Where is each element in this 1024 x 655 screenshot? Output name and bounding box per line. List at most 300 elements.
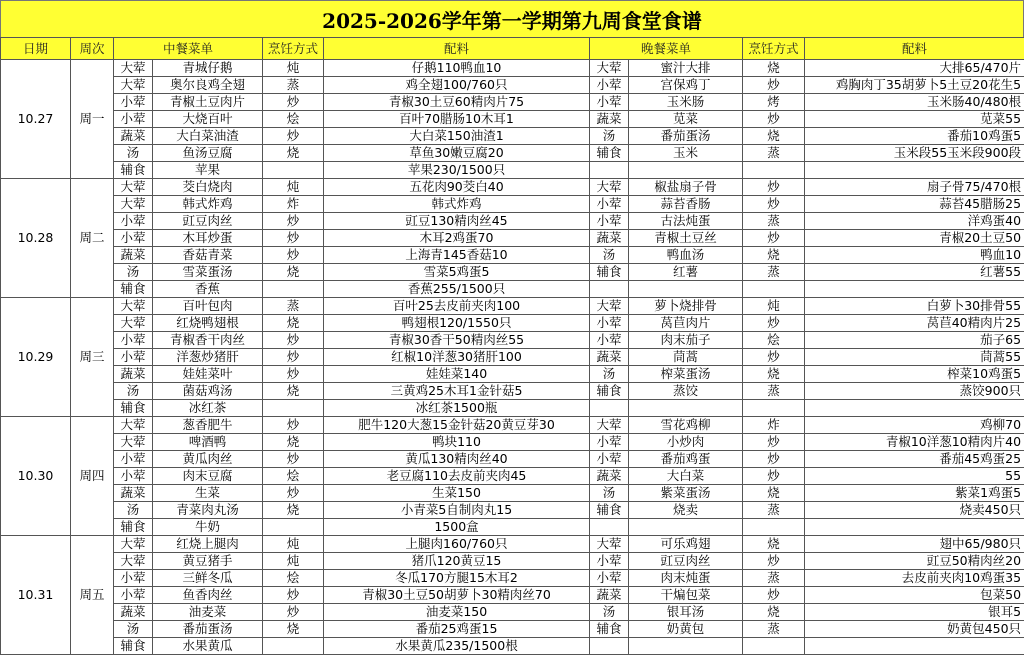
dinner-ingredients: 玉米肠40/480根 xyxy=(805,94,1024,111)
table-row xyxy=(1,247,1024,264)
lunch-ingredients: 肥牛120大葱15金针菇20黄豆芽30 xyxy=(324,417,590,434)
lunch-type: 大荤 xyxy=(114,77,153,94)
table-row xyxy=(1,179,1024,196)
lunch-dish: 黄瓜肉丝 xyxy=(153,451,263,468)
dinner-ingredients: 烧卖450只 xyxy=(805,502,1024,519)
table-row xyxy=(1,587,1024,604)
lunch-cooking: 烩 xyxy=(263,111,324,128)
dinner-dish: 番茄鸡蛋 xyxy=(629,451,743,468)
dinner-type xyxy=(590,519,629,536)
lunch-dish: 青菜肉丸汤 xyxy=(153,502,263,519)
day-weekday: 周四 xyxy=(71,417,114,536)
lunch-ingredients: 1500盒 xyxy=(324,519,590,536)
header-dinner-cooking: 烹饪方式 xyxy=(743,38,805,60)
lunch-dish: 水果黄瓜 xyxy=(153,638,263,655)
dinner-ingredients: 鸡胸肉丁35胡萝卜5土豆20花生5 xyxy=(805,77,1024,94)
lunch-cooking: 炒 xyxy=(263,451,324,468)
dinner-dish: 萝卜烧排骨 xyxy=(629,298,743,315)
dinner-cooking: 蒸 xyxy=(743,570,805,587)
dinner-dish: 大白菜 xyxy=(629,468,743,485)
dinner-cooking: 烧 xyxy=(743,60,805,77)
lunch-dish: 大烧百叶 xyxy=(153,111,263,128)
dinner-type: 小荤 xyxy=(590,196,629,213)
lunch-cooking: 烧 xyxy=(263,621,324,638)
dinner-type: 大荤 xyxy=(590,179,629,196)
dinner-ingredients: 去皮前夹肉10鸡蛋35 xyxy=(805,570,1024,587)
dinner-type: 小荤 xyxy=(590,213,629,230)
lunch-type: 小荤 xyxy=(114,230,153,247)
dinner-dish: 椒盐扇子骨 xyxy=(629,179,743,196)
lunch-cooking: 炒 xyxy=(263,230,324,247)
dinner-dish: 雪花鸡柳 xyxy=(629,417,743,434)
lunch-ingredients: 雪菜5鸡蛋5 xyxy=(324,264,590,281)
table-row xyxy=(1,60,1024,77)
day-weekday: 周一 xyxy=(71,60,114,179)
lunch-ingredients: 猪爪120黄豆15 xyxy=(324,553,590,570)
dinner-ingredients: 包菜50 xyxy=(805,587,1024,604)
dinner-cooking: 烧 xyxy=(743,366,805,383)
dinner-cooking: 炸 xyxy=(743,417,805,434)
lunch-type: 小荤 xyxy=(114,570,153,587)
lunch-ingredients: 苹果230/1500只 xyxy=(324,162,590,179)
table-row xyxy=(1,383,1024,400)
lunch-dish: 茭白烧肉 xyxy=(153,179,263,196)
table-row xyxy=(1,638,1024,655)
dinner-dish: 银耳汤 xyxy=(629,604,743,621)
lunch-type: 汤 xyxy=(114,621,153,638)
dinner-ingredients: 莴苣40精肉片25 xyxy=(805,315,1024,332)
dinner-cooking: 炒 xyxy=(743,468,805,485)
header-dinner-menu: 晚餐菜单 xyxy=(590,38,743,60)
table-row xyxy=(1,366,1024,383)
lunch-cooking: 烧 xyxy=(263,383,324,400)
dinner-cooking: 炒 xyxy=(743,553,805,570)
lunch-type: 小荤 xyxy=(114,213,153,230)
lunch-cooking: 炖 xyxy=(263,536,324,553)
lunch-type: 大荤 xyxy=(114,60,153,77)
header-lunch-ingredients: 配料 xyxy=(324,38,590,60)
lunch-cooking: 蒸 xyxy=(263,298,324,315)
dinner-ingredients: 蒜苔45腊肠25 xyxy=(805,196,1024,213)
dinner-cooking: 蒸 xyxy=(743,145,805,162)
lunch-ingredients: 青椒30土豆60精肉片75 xyxy=(324,94,590,111)
lunch-ingredients: 鸭翅根120/1550只 xyxy=(324,315,590,332)
dinner-type xyxy=(590,281,629,298)
dinner-type: 汤 xyxy=(590,128,629,145)
lunch-dish: 红烧上腿肉 xyxy=(153,536,263,553)
lunch-dish: 冰红茶 xyxy=(153,400,263,417)
dinner-ingredients: 茄子65 xyxy=(805,332,1024,349)
lunch-dish: 菌菇鸡汤 xyxy=(153,383,263,400)
lunch-cooking xyxy=(263,400,324,417)
dinner-ingredients: 豇豆50精肉丝20 xyxy=(805,553,1024,570)
dinner-cooking: 烧 xyxy=(743,128,805,145)
lunch-cooking: 炒 xyxy=(263,587,324,604)
lunch-ingredients: 大白菜150油渣1 xyxy=(324,128,590,145)
lunch-cooking: 炖 xyxy=(263,60,324,77)
header-lunch-menu: 中餐菜单 xyxy=(114,38,263,60)
table-row xyxy=(1,162,1024,179)
lunch-ingredients: 娃娃菜140 xyxy=(324,366,590,383)
lunch-dish: 香蕉 xyxy=(153,281,263,298)
dinner-ingredients: 紫菜1鸡蛋5 xyxy=(805,485,1024,502)
lunch-dish: 黄豆猪手 xyxy=(153,553,263,570)
header-row xyxy=(1,38,1024,60)
dinner-type: 汤 xyxy=(590,366,629,383)
lunch-ingredients: 冬瓜170方腿15木耳2 xyxy=(324,570,590,587)
day-weekday: 周三 xyxy=(71,298,114,417)
dinner-cooking: 炒 xyxy=(743,349,805,366)
dinner-dish: 玉米肠 xyxy=(629,94,743,111)
lunch-cooking: 炒 xyxy=(263,485,324,502)
dinner-ingredients: 青椒20土豆50 xyxy=(805,230,1024,247)
table-row xyxy=(1,570,1024,587)
lunch-ingredients: 番茄25鸡蛋15 xyxy=(324,621,590,638)
table-row xyxy=(1,145,1024,162)
dinner-ingredients: 鸭血10 xyxy=(805,247,1024,264)
dinner-cooking: 炒 xyxy=(743,179,805,196)
header-week: 周次 xyxy=(71,38,114,60)
lunch-dish: 香菇青菜 xyxy=(153,247,263,264)
table-row xyxy=(1,434,1024,451)
table-row xyxy=(1,332,1024,349)
dinner-ingredients: 番茄45鸡蛋25 xyxy=(805,451,1024,468)
dinner-type: 蔬菜 xyxy=(590,349,629,366)
lunch-type: 汤 xyxy=(114,264,153,281)
dinner-cooking: 蒸 xyxy=(743,502,805,519)
day-weekday: 周二 xyxy=(71,179,114,298)
dinner-cooking: 蒸 xyxy=(743,213,805,230)
dinner-dish: 蒸饺 xyxy=(629,383,743,400)
dinner-cooking: 烧 xyxy=(743,485,805,502)
day-date: 10.28 xyxy=(1,179,71,298)
lunch-dish: 三鲜冬瓜 xyxy=(153,570,263,587)
lunch-dish: 番茄蛋汤 xyxy=(153,621,263,638)
table-row xyxy=(1,77,1024,94)
lunch-dish: 娃娃菜叶 xyxy=(153,366,263,383)
lunch-type: 汤 xyxy=(114,502,153,519)
dinner-cooking: 炒 xyxy=(743,315,805,332)
lunch-dish: 肉末豆腐 xyxy=(153,468,263,485)
lunch-type: 蔬菜 xyxy=(114,247,153,264)
lunch-ingredients: 红椒10洋葱30猪肝100 xyxy=(324,349,590,366)
dinner-cooking: 烧 xyxy=(743,247,805,264)
menu-table xyxy=(0,37,1024,655)
dinner-ingredients: 青椒10洋葱10精肉片40 xyxy=(805,434,1024,451)
dinner-dish: 玉米 xyxy=(629,145,743,162)
table-row xyxy=(1,213,1024,230)
dinner-ingredients: 白萝卜30排骨55 xyxy=(805,298,1024,315)
lunch-type: 大荤 xyxy=(114,553,153,570)
lunch-cooking: 烩 xyxy=(263,468,324,485)
lunch-dish: 青椒土豆肉片 xyxy=(153,94,263,111)
table-row xyxy=(1,553,1024,570)
lunch-ingredients: 上海青145香菇10 xyxy=(324,247,590,264)
lunch-ingredients: 百叶25去皮前夹肉100 xyxy=(324,298,590,315)
lunch-type: 大荤 xyxy=(114,434,153,451)
dinner-cooking: 蒸 xyxy=(743,383,805,400)
lunch-type: 蔬菜 xyxy=(114,604,153,621)
lunch-ingredients: 韩式炸鸡 xyxy=(324,196,590,213)
dinner-type: 辅食 xyxy=(590,502,629,519)
table-row xyxy=(1,264,1024,281)
dinner-dish xyxy=(629,281,743,298)
dinner-type: 蔬菜 xyxy=(590,230,629,247)
lunch-ingredients: 鸭块110 xyxy=(324,434,590,451)
dinner-ingredients: 玉米段55玉米段900段 xyxy=(805,145,1024,162)
table-row xyxy=(1,468,1024,485)
table-row xyxy=(1,298,1024,315)
dinner-type: 小荤 xyxy=(590,451,629,468)
dinner-type: 蔬菜 xyxy=(590,587,629,604)
dinner-type: 大荤 xyxy=(590,417,629,434)
dinner-cooking: 蒸 xyxy=(743,264,805,281)
dinner-type: 小荤 xyxy=(590,315,629,332)
lunch-dish: 雪菜蛋汤 xyxy=(153,264,263,281)
dinner-dish xyxy=(629,400,743,417)
dinner-cooking: 炒 xyxy=(743,434,805,451)
lunch-ingredients: 青椒30土豆50胡萝卜30精肉丝70 xyxy=(324,587,590,604)
lunch-type: 小荤 xyxy=(114,349,153,366)
dinner-ingredients xyxy=(805,281,1024,298)
lunch-type: 辅食 xyxy=(114,638,153,655)
dinner-cooking: 烧 xyxy=(743,536,805,553)
dinner-type: 辅食 xyxy=(590,264,629,281)
dinner-ingredients: 茼蒿55 xyxy=(805,349,1024,366)
lunch-dish: 韩式炸鸡 xyxy=(153,196,263,213)
lunch-dish: 苹果 xyxy=(153,162,263,179)
dinner-cooking: 炒 xyxy=(743,77,805,94)
dinner-ingredients: 鸡柳70 xyxy=(805,417,1024,434)
dinner-type: 小荤 xyxy=(590,553,629,570)
lunch-dish: 洋葱炒猪肝 xyxy=(153,349,263,366)
day-date: 10.31 xyxy=(1,536,71,655)
day-weekday: 周五 xyxy=(71,536,114,655)
dinner-type: 辅食 xyxy=(590,621,629,638)
dinner-dish: 紫菜蛋汤 xyxy=(629,485,743,502)
header-dinner-ingredients: 配料 xyxy=(805,38,1024,60)
lunch-ingredients: 草鱼30嫩豆腐20 xyxy=(324,145,590,162)
table-row xyxy=(1,94,1024,111)
lunch-dish: 油麦菜 xyxy=(153,604,263,621)
lunch-ingredients: 老豆腐110去皮前夹肉45 xyxy=(324,468,590,485)
dinner-cooking: 炒 xyxy=(743,587,805,604)
table-row xyxy=(1,502,1024,519)
dinner-dish xyxy=(629,162,743,179)
dinner-ingredients: 蒸饺900只 xyxy=(805,383,1024,400)
dinner-dish: 古法炖蛋 xyxy=(629,213,743,230)
dinner-type: 小荤 xyxy=(590,77,629,94)
dinner-ingredients: 红薯55 xyxy=(805,264,1024,281)
lunch-cooking: 烧 xyxy=(263,434,324,451)
dinner-ingredients: 榨菜10鸡蛋5 xyxy=(805,366,1024,383)
lunch-cooking: 炒 xyxy=(263,349,324,366)
dinner-cooking: 烩 xyxy=(743,332,805,349)
day-date: 10.29 xyxy=(1,298,71,417)
dinner-type: 大荤 xyxy=(590,60,629,77)
lunch-cooking: 炒 xyxy=(263,94,324,111)
dinner-type: 小荤 xyxy=(590,570,629,587)
table-row xyxy=(1,485,1024,502)
lunch-cooking: 炒 xyxy=(263,128,324,145)
dinner-dish: 烧卖 xyxy=(629,502,743,519)
dinner-ingredients: 翅中65/980只 xyxy=(805,536,1024,553)
lunch-ingredients: 黄瓜130精肉丝40 xyxy=(324,451,590,468)
lunch-dish: 百叶包肉 xyxy=(153,298,263,315)
dinner-ingredients xyxy=(805,162,1024,179)
lunch-type: 辅食 xyxy=(114,400,153,417)
lunch-ingredients: 五花肉90茭白40 xyxy=(324,179,590,196)
lunch-type: 大荤 xyxy=(114,196,153,213)
lunch-type: 蔬菜 xyxy=(114,485,153,502)
dinner-dish: 小炒肉 xyxy=(629,434,743,451)
lunch-dish: 生菜 xyxy=(153,485,263,502)
dinner-cooking xyxy=(743,638,805,655)
lunch-type: 小荤 xyxy=(114,111,153,128)
lunch-dish: 啤酒鸭 xyxy=(153,434,263,451)
table-row xyxy=(1,536,1024,553)
header-date: 日期 xyxy=(1,38,71,60)
lunch-type: 小荤 xyxy=(114,468,153,485)
lunch-ingredients: 香蕉255/1500只 xyxy=(324,281,590,298)
table-row xyxy=(1,604,1024,621)
lunch-dish: 鱼香肉丝 xyxy=(153,587,263,604)
dinner-dish: 可乐鸡翅 xyxy=(629,536,743,553)
dinner-cooking xyxy=(743,281,805,298)
lunch-cooking: 炸 xyxy=(263,196,324,213)
lunch-ingredients: 仔鹅110鸭血10 xyxy=(324,60,590,77)
lunch-dish: 木耳炒蛋 xyxy=(153,230,263,247)
table-row xyxy=(1,111,1024,128)
dinner-dish xyxy=(629,638,743,655)
table-row xyxy=(1,451,1024,468)
dinner-type: 小荤 xyxy=(590,434,629,451)
dinner-type: 辅食 xyxy=(590,383,629,400)
lunch-cooking: 烧 xyxy=(263,264,324,281)
lunch-dish: 葱香肥牛 xyxy=(153,417,263,434)
dinner-cooking: 烤 xyxy=(743,94,805,111)
dinner-ingredients xyxy=(805,400,1024,417)
lunch-ingredients: 冰红茶1500瓶 xyxy=(324,400,590,417)
dinner-ingredients: 洋鸡蛋40 xyxy=(805,213,1024,230)
day-date: 10.30 xyxy=(1,417,71,536)
lunch-type: 辅食 xyxy=(114,162,153,179)
lunch-type: 大荤 xyxy=(114,298,153,315)
dinner-ingredients xyxy=(805,519,1024,536)
lunch-type: 汤 xyxy=(114,383,153,400)
table-row xyxy=(1,230,1024,247)
dinner-cooking xyxy=(743,519,805,536)
dinner-cooking: 蒸 xyxy=(743,621,805,638)
dinner-type: 大荤 xyxy=(590,298,629,315)
table-row xyxy=(1,621,1024,638)
lunch-dish: 奥尔良鸡全翅 xyxy=(153,77,263,94)
dinner-dish: 干煸包菜 xyxy=(629,587,743,604)
dinner-type: 蔬菜 xyxy=(590,111,629,128)
lunch-ingredients: 生菜150 xyxy=(324,485,590,502)
lunch-cooking: 烧 xyxy=(263,145,324,162)
lunch-type: 小荤 xyxy=(114,587,153,604)
dinner-ingredients: 扇子骨75/470根 xyxy=(805,179,1024,196)
page-title: 2025-2026学年第一学期第九周食堂食谱 xyxy=(0,0,1024,38)
dinner-ingredients: 55 xyxy=(805,468,1024,485)
dinner-type xyxy=(590,400,629,417)
table-row xyxy=(1,519,1024,536)
lunch-type: 大荤 xyxy=(114,536,153,553)
dinner-dish: 莴苣肉片 xyxy=(629,315,743,332)
lunch-cooking xyxy=(263,162,324,179)
dinner-dish: 苋菜 xyxy=(629,111,743,128)
lunch-type: 小荤 xyxy=(114,94,153,111)
lunch-cooking: 炒 xyxy=(263,247,324,264)
lunch-type: 小荤 xyxy=(114,332,153,349)
lunch-cooking: 蒸 xyxy=(263,77,324,94)
header-lunch-cooking: 烹饪方式 xyxy=(263,38,324,60)
dinner-ingredients: 苋菜55 xyxy=(805,111,1024,128)
dinner-cooking xyxy=(743,400,805,417)
dinner-type: 汤 xyxy=(590,247,629,264)
dinner-dish: 番茄蛋汤 xyxy=(629,128,743,145)
dinner-type: 汤 xyxy=(590,485,629,502)
lunch-dish: 牛奶 xyxy=(153,519,263,536)
lunch-cooking xyxy=(263,519,324,536)
dinner-dish: 奶黄包 xyxy=(629,621,743,638)
lunch-cooking: 炒 xyxy=(263,366,324,383)
dinner-ingredients: 银耳5 xyxy=(805,604,1024,621)
lunch-cooking: 烧 xyxy=(263,315,324,332)
dinner-dish xyxy=(629,519,743,536)
lunch-type: 大荤 xyxy=(114,417,153,434)
dinner-dish: 肉末炖蛋 xyxy=(629,570,743,587)
dinner-cooking: 炖 xyxy=(743,298,805,315)
dinner-type: 小荤 xyxy=(590,94,629,111)
dinner-dish: 红薯 xyxy=(629,264,743,281)
lunch-cooking: 烧 xyxy=(263,502,324,519)
dinner-cooking: 炒 xyxy=(743,230,805,247)
table-row xyxy=(1,417,1024,434)
lunch-dish: 青椒香干肉丝 xyxy=(153,332,263,349)
lunch-type: 汤 xyxy=(114,145,153,162)
table-row xyxy=(1,196,1024,213)
lunch-cooking: 炖 xyxy=(263,553,324,570)
dinner-cooking: 炒 xyxy=(743,451,805,468)
lunch-cooking: 炒 xyxy=(263,332,324,349)
lunch-type: 小荤 xyxy=(114,451,153,468)
table-row xyxy=(1,349,1024,366)
lunch-ingredients: 三黄鸡25木耳1金针菇5 xyxy=(324,383,590,400)
lunch-type: 蔬菜 xyxy=(114,366,153,383)
lunch-cooking xyxy=(263,281,324,298)
dinner-dish: 茼蒿 xyxy=(629,349,743,366)
dinner-type: 蔬菜 xyxy=(590,468,629,485)
lunch-ingredients: 鸡全翅100/760只 xyxy=(324,77,590,94)
lunch-type: 大荤 xyxy=(114,315,153,332)
lunch-ingredients: 木耳2鸡蛋70 xyxy=(324,230,590,247)
dinner-dish: 鸭血汤 xyxy=(629,247,743,264)
dinner-type xyxy=(590,162,629,179)
lunch-ingredients: 百叶70腊肠10木耳1 xyxy=(324,111,590,128)
dinner-type: 辅食 xyxy=(590,145,629,162)
lunch-dish: 大白菜油渣 xyxy=(153,128,263,145)
table-row xyxy=(1,281,1024,298)
table-row xyxy=(1,315,1024,332)
lunch-type: 蔬菜 xyxy=(114,128,153,145)
table-row xyxy=(1,400,1024,417)
dinner-ingredients: 奶黄包450只 xyxy=(805,621,1024,638)
lunch-cooking: 炒 xyxy=(263,604,324,621)
lunch-type: 大荤 xyxy=(114,179,153,196)
dinner-type: 小荤 xyxy=(590,332,629,349)
